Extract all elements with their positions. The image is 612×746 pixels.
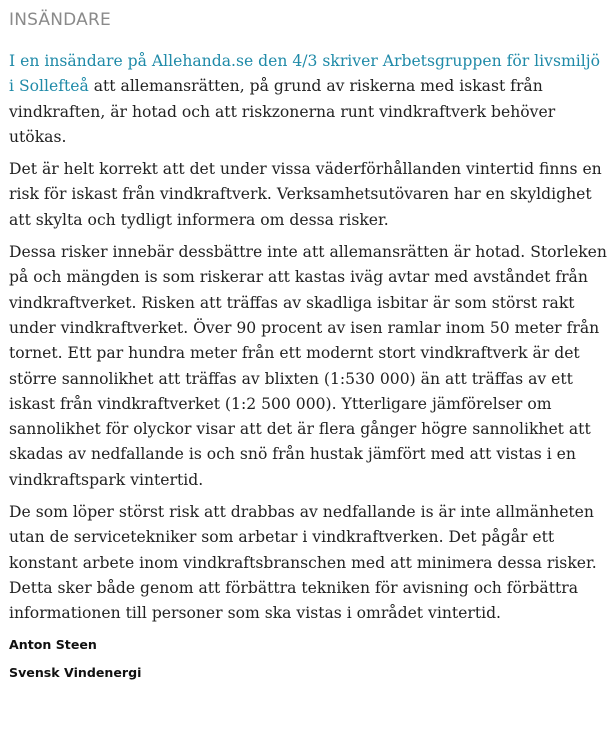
article-paragraph: Dessa risker innebär dessbättre inte att allemansrätten är hotad. Storleken på och mängden is som riskerar att kastas iväg avtar med avståndet från vindkraftverket. Risken att träffas av skadliga isbitar är som störst rakt under vindkraftverket. Över 90 procent av isen ramlar inom 50 meter från tornet. Ett par hundra meter från ett modernt stort vindkraftverk är det större sannolikhet att träffas av blixten (1:530 000) än att träffas av ett iskast från vindkraftverket (1:2 500 000). Ytterligare jämförelser om sannolikhet för olyckor visar att det är flera gånger högre sannolikhet att skadas av nedfallande is och snö från hustak jämfört med att vistas i en vindkraftspark vintertid. [9,243,607,489]
lead-link[interactable]: I en insändare på Allehanda.se den 4/3 skriver Arbetsgruppen för livsmiljö i Sollefteå [9,52,600,96]
article-paragraph: De som löper störst risk att drabbas av nedfallande is är inte allmänheten utan de servicetekniker som arbetar i vindkraftverken. Det pågår ett konstant arbete inom vindkraftsbranschen med att minimera dessa risker. Detta sker både genom att förbättra tekniken för avisning och förbättra informationen till personer som ska vistas i området vintertid. [9,503,597,623]
lead-paragraph-text: att allemansrätten, på grund av riskerna med iskast från vindkraften, är hotad och att riskzonerna runt vindkraftverk behöver utökas. [9,77,556,146]
author-organization: Svensk Vindenergi [9,664,142,680]
article-container [9,0,607,681]
author-name: Anton Steen [9,636,97,652]
section-label: INSÄNDARE [9,10,111,30]
article-paragraph: Det är helt korrekt att det under vissa väderförhållanden vintertid finns en risk för iskast från vindkraftverk. Verksamhetsutövaren har en skyldighet att skylta och tydligt informera om dessa risker. [9,160,602,229]
lead-paragraph [9,49,607,150]
